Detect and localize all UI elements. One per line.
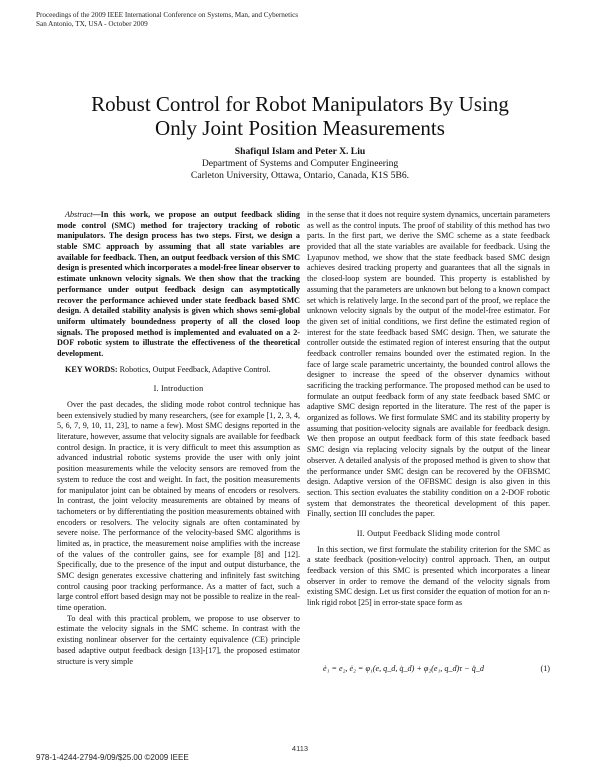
- isbn-footer: 978-1-4244-2794-9/09/$25.00 ©2009 IEEE: [36, 753, 189, 762]
- equation-1-number: (1): [540, 664, 550, 673]
- keywords-label: KEY WORDS:: [65, 364, 118, 374]
- abstract-lead: Abstract: [65, 210, 93, 219]
- keywords-text: Robotics, Output Feedback, Adaptive Control.: [117, 364, 271, 374]
- section-1-paragraph-1: Over the past decades, the sliding mode robot control technique has been extensively studied by many researchers, (see for example [1, 2, 3, 4, 5, 6, 7, 9, 10, 11, 23], to name a few). Most SMC designs reported in the literature, however, assume that velocity signals are available for feedback control design. In practice, it is very difficult to meet this assumption as advanced industrial robotic systems provide the user with only joint position measurements while the velocity sensors are removed from the system to reduce the cost and weight. In fact, the position measurements for manipulator joint can be obtained by means of encoders or resolvers. In contrast, the joint velocity measurements are obtained by means of tachometers or by differentiating the position measurements obtained with encoders or resolvers. The velocity signals are often contaminated by severe noise. The performance of the velocity-based SMC algorithms is limited as, in practice, the measurement noise amplifies with the increase of the values of the controller gains, see for example [8] and [12]. Specifically, due to the presence of the input and output disturbance, the SMC design generates excessive chattering and infinitely fast switching control causing poor tracking performance. As a matter of fact, such a large control effort based design may not be possible to realize in the real-time operation.: [57, 400, 300, 613]
- section-1-paragraph-2: To deal with this practical problem, we propose to use observer to estimate the velocity signals in the SMC scheme. In contrast with the existing nonlinear observer for the certainty equivalence (CE) principle based adaptive output feedback design [13]-[17], the proposed estimator structure is very simple: [57, 613, 300, 666]
- title-line-2: Only Joint Position Measurements: [155, 116, 445, 140]
- paper-title: [0, 92, 600, 140]
- section-2-heading: II. Output Feedback Sliding mode control: [356, 528, 501, 538]
- section-1-heading: I. Introduction: [153, 384, 204, 394]
- conference-line-2: San Antonio, TX, USA - October 2009: [36, 20, 148, 29]
- conference-header: [36, 11, 298, 30]
- abstract-text: —In this work, we propose an output feedback sliding mode control (SMC) method for trajectory tracking of robotic manipulators. The design process has two steps. First, we design a stable SMC approach by assuming that all state variables are available for feedback. Then, an output feedback version of this SMC design is presented which incorporates a model-free linear observer to estimate unknown velocity signals. We then show that the tracking performance under output feedback design can asymptotically recover the performance achieved under state feedback based SMC design. A detailed stability analysis is given which shows semi-global uniform ultimately boundedness property of all the closed loop signals. The proposed method is implemented and evaluated on a 2-DOF robotic system to illustrate the effectiveness of the theoretical development.: [57, 210, 300, 358]
- author-department: Department of Systems and Computer Engineering: [201, 158, 399, 169]
- keywords: [57, 365, 300, 376]
- title-line-1: Robust Control for Robot Manipulators By Using: [91, 92, 509, 116]
- author-names: Shafiqul Islam and Peter X. Liu: [234, 146, 366, 157]
- section-2-paragraph-1: In this section, we first formulate the stability criterion for the SMC as a state feedback (position-velocity) control approach. Then, an output feedback version of this SMC is presented which incorporates a linear observer in order to remove the demand of the velocity signals from existing SMC design. Let us first consider the equation of motion for an n-link rigid robot [25] in error-state space form as: [307, 544, 550, 608]
- equation-1-body: ė₁ = e₂, ė₂ = φ₁(e, q_d, q̇_d) + φ₂(e₁, q_d)τ − q̈_d: [323, 664, 484, 673]
- left-column: [57, 210, 300, 667]
- author-block: [0, 146, 600, 182]
- abstract: [57, 210, 300, 360]
- page-number: 4113: [291, 744, 309, 753]
- conference-line-1: Proceedings of the 2009 IEEE International Conference on Systems, Man, and Cybernetics: [36, 11, 299, 19]
- section-1-paragraph-2-continued: in the sense that it does not require system dynamics, uncertain parameters as well as the control inputs. The proof of stability of this method has two parts. In the first part, we derive the SMC scheme as a state feedback provided that all the state variables are available for feedback. Using the Lyapunov method, we show that the state feedback based SMC design achieves desired tracking property and guarantees that all the signals in the closed-loop system are bounded. This property is established by assuming that the parameters are unknown but belong to a known compact set which is relatively large. In the second part of the proof, we replace the unknown velocity signals by the output of the model-free estimator. For the given set of initial conditions, we first define the estimated region of interest for the state feedback based SMC design. Then, we saturate the controller outside the estimated region of interest ensuring that the output feedback controller remains bounded over the estimated region. In the face of large scale parametric uncertainty, the bounded control allows the designer to increase the speed of the observer dynamics without sacrificing the tracking performance. The proposed method can be used to formulate an output feedback form of any state feedback based SMC or adaptive SMC design reported in the literature. The rest of the paper is organized as follows. We first formulate SMC and its stability property by assuming that position-velocity signals are available for feedback design. We then propose an output feedback form of this state feedback based SMC design via replacing velocity signals by the output of the linear observer. A detailed analysis of the proposed method is given to show that the performance under SMC design can be recovered by the OFBSMC design. Adaptive version of the OFBSMC design is also given in this section. This section evaluates the stability condition on a 2-DOF robotic system that demonstrates the theoretical development of this paper. Finally, section III concludes the paper.: [307, 210, 551, 519]
- right-column: [307, 210, 550, 609]
- author-affiliation: Carleton University, Ottawa, Ontario, Canada, K1S 5B6.: [190, 170, 410, 181]
